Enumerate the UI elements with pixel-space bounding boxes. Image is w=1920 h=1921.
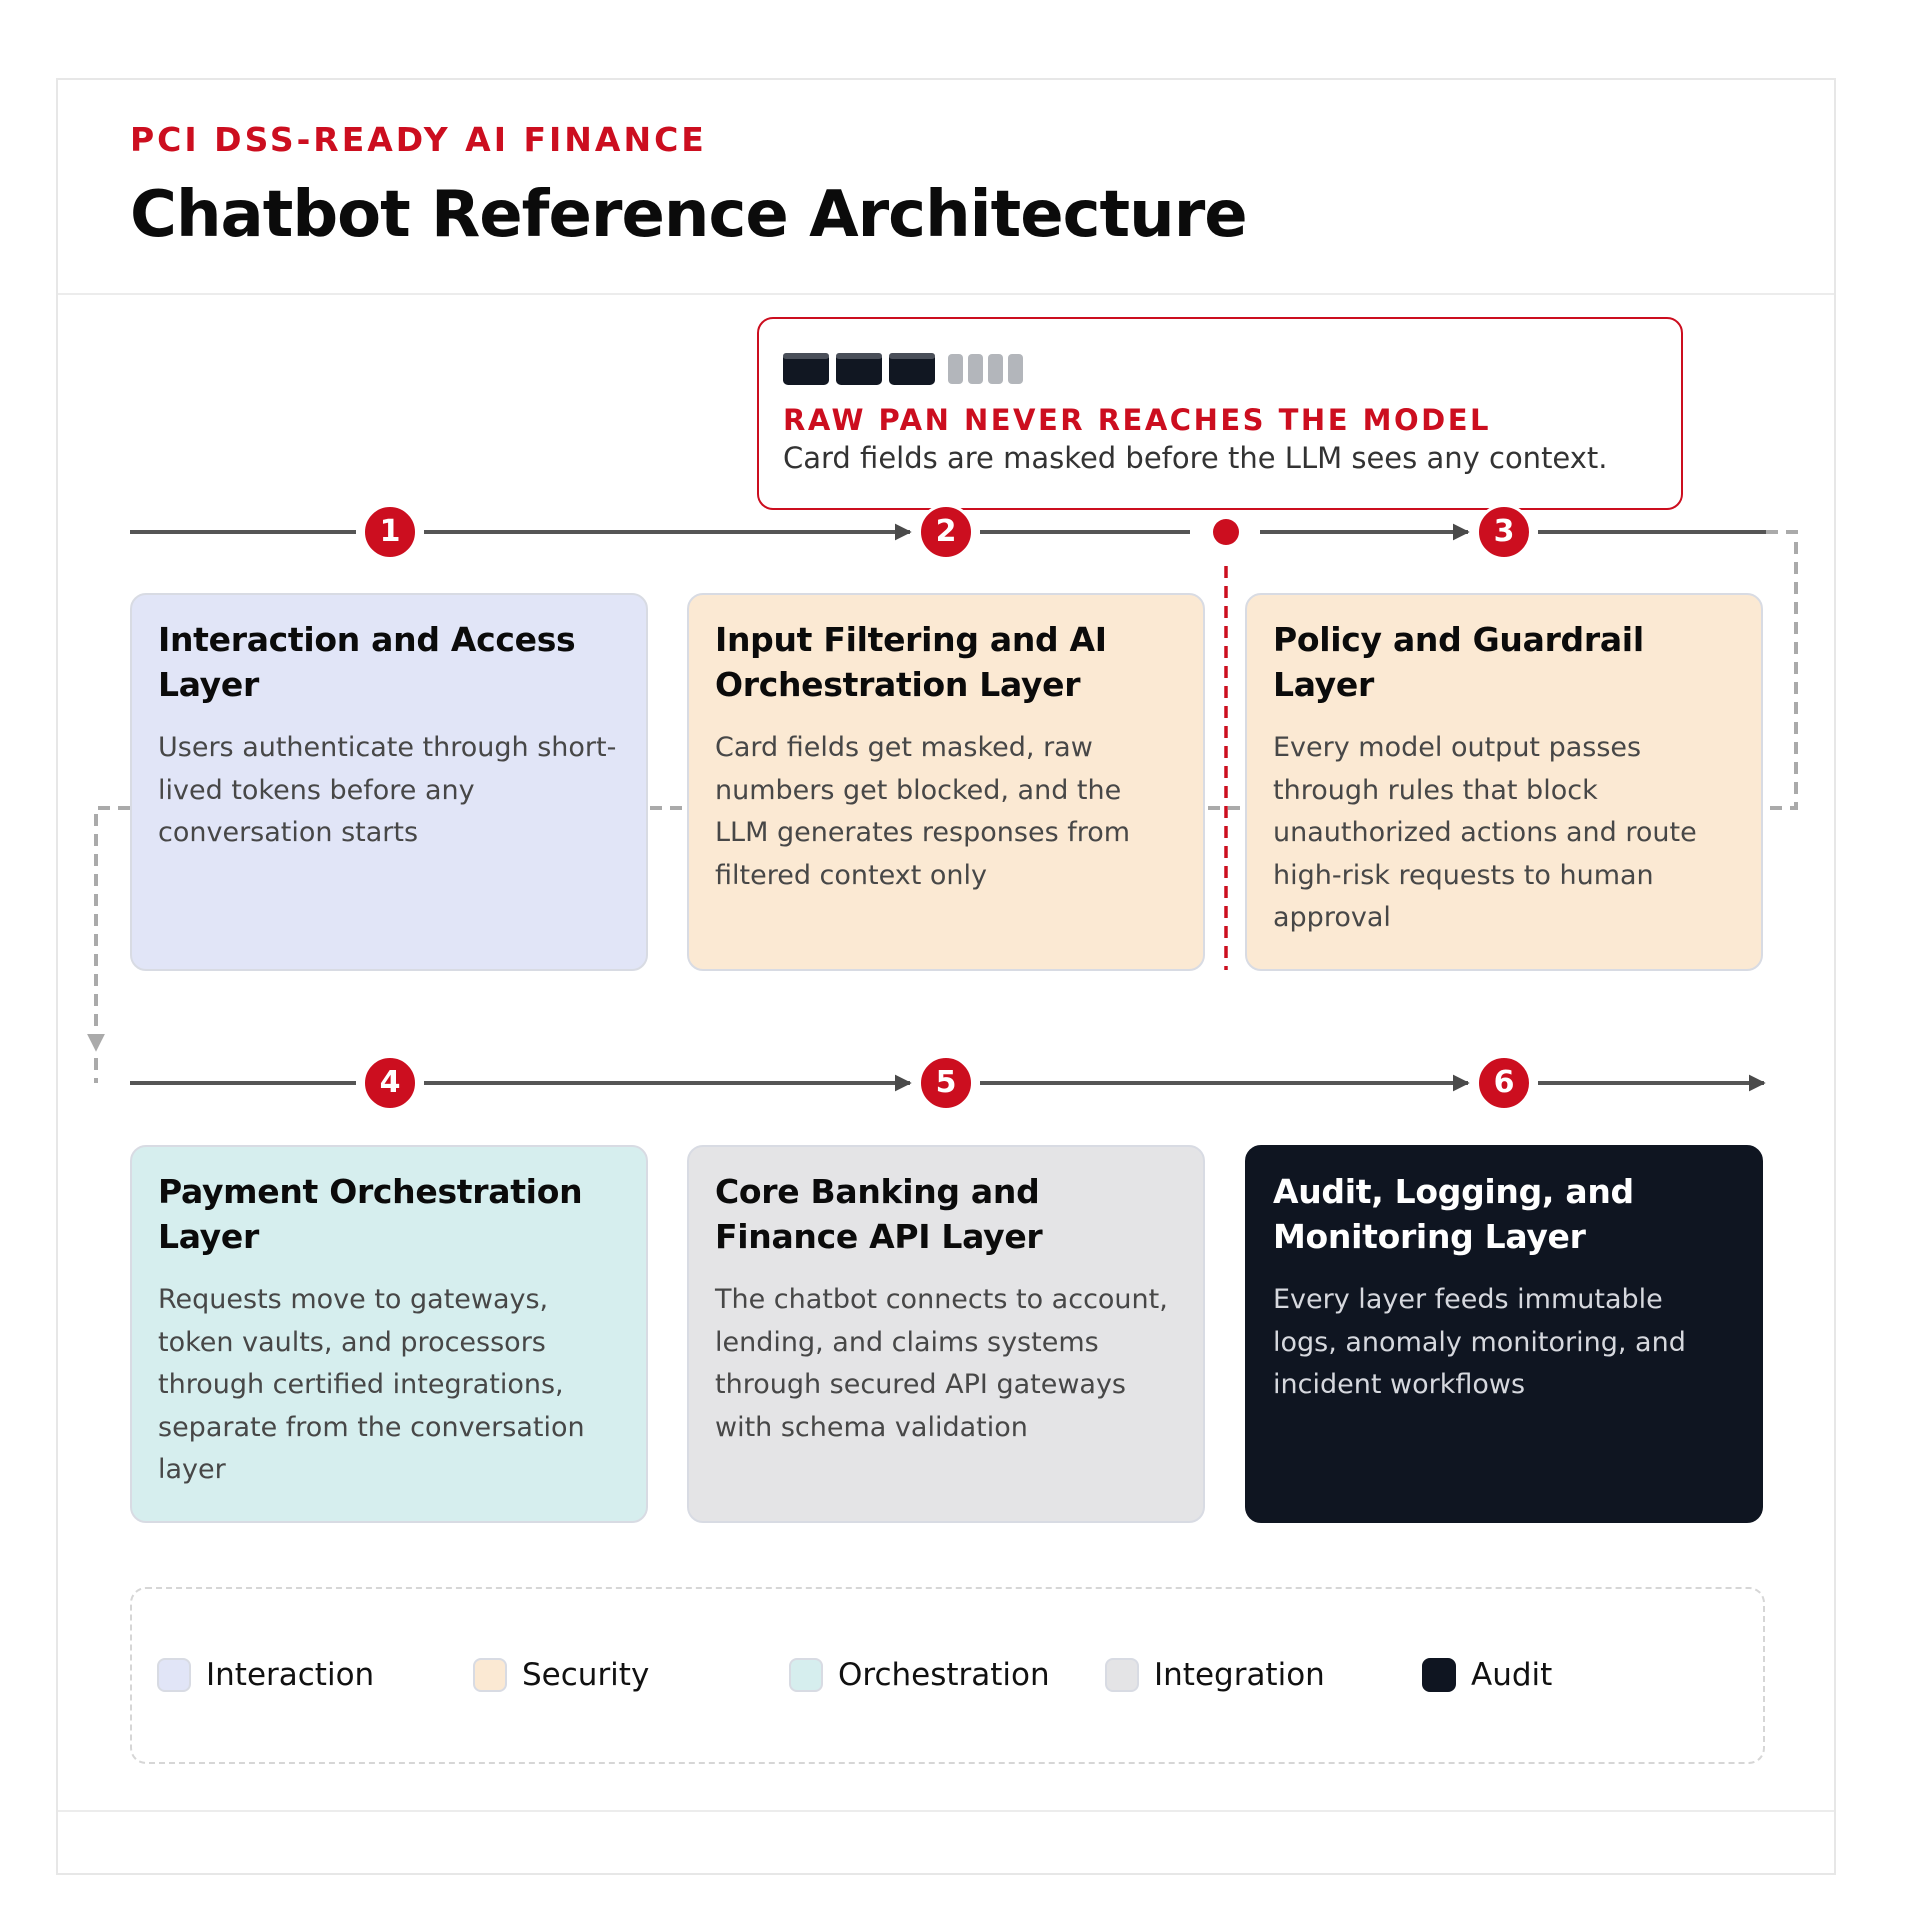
layer-card-description: Requests move to gateways, token vaults, and processors through certified integrations, separate from the conversation layer	[158, 1284, 585, 1485]
layer-card-policy-guardrail	[1245, 593, 1763, 971]
callout-text: Card fields are masked before the LLM sees any context.	[783, 441, 1608, 475]
header-divider	[58, 293, 1834, 295]
layer-card-description: Users authenticate through short-lived tokens before any conversation starts	[158, 732, 617, 848]
step-badge-2: 2	[918, 504, 974, 560]
legend-swatch	[157, 1658, 191, 1692]
legend-label: Audit	[1471, 1657, 1553, 1693]
layer-card-interaction-access	[130, 593, 648, 971]
layer-card-title: Input Filtering and AI Orchestration Layer	[715, 620, 1107, 704]
legend-label: Security	[522, 1657, 650, 1693]
layer-card-payment-orchestration	[130, 1145, 648, 1523]
legend-label: Integration	[1154, 1657, 1325, 1693]
layer-card-core-banking-api	[687, 1145, 1205, 1523]
pan-masking-callout	[757, 317, 1683, 510]
step-badge-3: 3	[1476, 504, 1532, 560]
step-badge-6: 6	[1476, 1055, 1532, 1111]
layer-card-audit-logging	[1245, 1145, 1763, 1523]
callout-title: RAW PAN NEVER REACHES THE MODEL	[783, 403, 1491, 437]
layer-card-description: Card fields get masked, raw numbers get blocked, and the LLM generates responses from filtered context only	[715, 732, 1131, 891]
layer-card-title: Core Banking and Finance API Layer	[715, 1172, 1043, 1256]
legend-swatch	[1105, 1658, 1139, 1692]
legend-swatch	[789, 1658, 823, 1692]
legend-label: Interaction	[206, 1657, 375, 1693]
layer-card-input-filtering	[687, 593, 1205, 971]
layer-card-description: Every layer feeds immutable logs, anomaly monitoring, and incident workflows	[1273, 1284, 1686, 1400]
legend-item-security	[473, 1653, 649, 1697]
legend	[130, 1587, 1765, 1764]
legend-label: Orchestration	[838, 1657, 1050, 1693]
page-title: Chatbot Reference Architecture	[130, 178, 1247, 252]
legend-item-audit	[1422, 1653, 1552, 1697]
legend-swatch	[1422, 1658, 1456, 1692]
layer-card-title: Audit, Logging, and Monitoring Layer	[1273, 1172, 1634, 1256]
layer-card-description: The chatbot connects to account, lending, and claims systems through secured API gateways with schema validation	[715, 1284, 1168, 1443]
layer-card-description: Every model output passes through rules that block unauthorized actions and route high-risk requests to human approval	[1273, 732, 1697, 933]
layer-card-title: Interaction and Access Layer	[158, 620, 576, 704]
legend-item-orchestration	[789, 1653, 1050, 1697]
step-badge-4: 4	[362, 1055, 418, 1111]
legend-swatch	[473, 1658, 507, 1692]
legend-item-integration	[1105, 1653, 1325, 1697]
legend-item-interaction	[157, 1653, 374, 1697]
step-badge-1: 1	[362, 504, 418, 560]
eyebrow-label: PCI DSS-READY AI FINANCE	[130, 120, 707, 159]
layer-card-title: Policy and Guardrail Layer	[1273, 620, 1644, 704]
masked-card-number-icon	[783, 353, 1033, 385]
footer-divider	[58, 1810, 1834, 1812]
layer-card-title: Payment Orchestration Layer	[158, 1172, 583, 1256]
step-badge-5: 5	[918, 1055, 974, 1111]
